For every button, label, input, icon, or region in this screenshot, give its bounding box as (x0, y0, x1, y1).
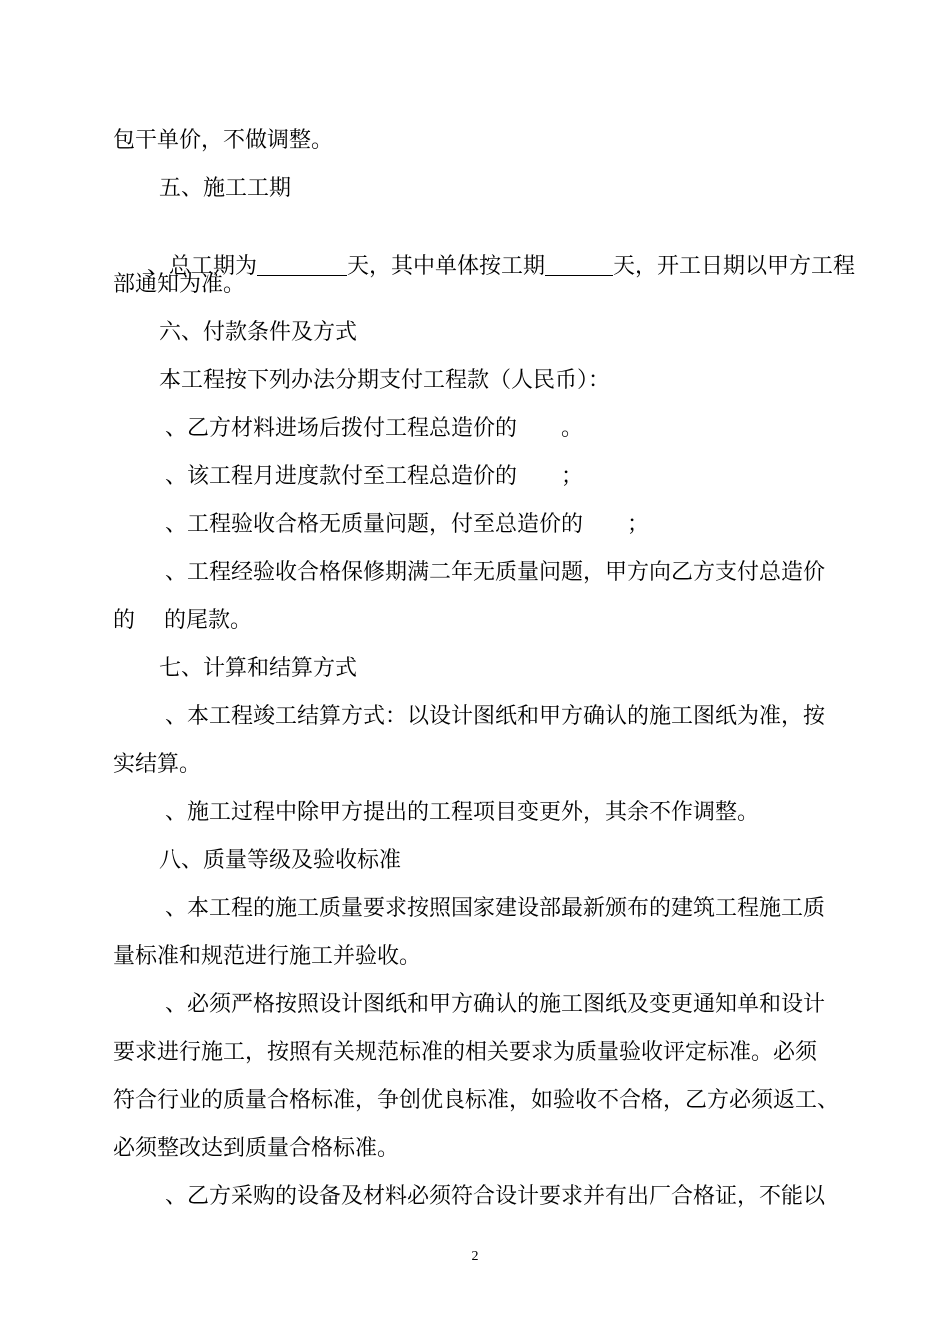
section-heading: 七、计算和结算方式 (159, 656, 358, 681)
section-heading: 八、质量等级及验收标准 (159, 848, 402, 873)
fill-blank (545, 253, 613, 276)
text-segment: 、总工期为 (146, 254, 257, 279)
text-line: 必须整改达到质量合格标准。 (113, 1136, 400, 1161)
fill-blank (257, 253, 347, 276)
section-heading: 五、施工工期 (159, 176, 292, 201)
text-segment: 天，其中单体按工期 (347, 254, 546, 279)
text-line: 、本工程竣工结算方式：以设计图纸和甲方确认的施工图纸为准，按 (165, 704, 826, 729)
text-line: 、必须严格按照设计图纸和甲方确认的施工图纸及变更通知单和设计 (165, 992, 826, 1017)
text-segment: 天，开工日期以甲方工程 (613, 254, 856, 279)
text-line: 、本工程的施工质量要求按照国家建设部最新颁布的建筑工程施工质 (165, 896, 826, 921)
text-line: 、工程验收合格无质量问题，付至总造价的 ； (165, 512, 650, 537)
text-line: 符合行业的质量合格标准，争创优良标准，如验收不合格，乙方必须返工、 (113, 1088, 840, 1113)
text-line: 的 的尾款。 (113, 608, 252, 633)
text-line: 、施工过程中除甲方提出的工程项目变更外，其余不作调整。 (165, 800, 760, 825)
text-line: 实结算。 (113, 752, 202, 777)
text-line: 包干单价，不做调整。 (113, 128, 334, 153)
text-line: 、该工程月进度款付至工程总造价的 ； (165, 464, 584, 489)
text-line: 、乙方材料进场后拨付工程总造价的 。 (165, 416, 584, 441)
page-number: 2 (471, 1249, 479, 1264)
text-line: 量标准和规范进行施工并验收。 (113, 944, 422, 969)
section-heading: 六、付款条件及方式 (159, 320, 358, 345)
text-line: 本工程按下列办法分期支付工程款（人民币）： (159, 368, 611, 393)
text-line: 要求进行施工，按照有关规范标准的相关要求为质量验收评定标准。必须 (113, 1040, 818, 1065)
text-line: 、乙方采购的设备及材料必须符合设计要求并有出厂合格证，不能以 (165, 1184, 826, 1209)
text-line: 、工程经验收合格保修期满二年无质量问题，甲方向乙方支付总造价 (165, 560, 826, 585)
text-line: 部通知为准。 (113, 272, 246, 297)
